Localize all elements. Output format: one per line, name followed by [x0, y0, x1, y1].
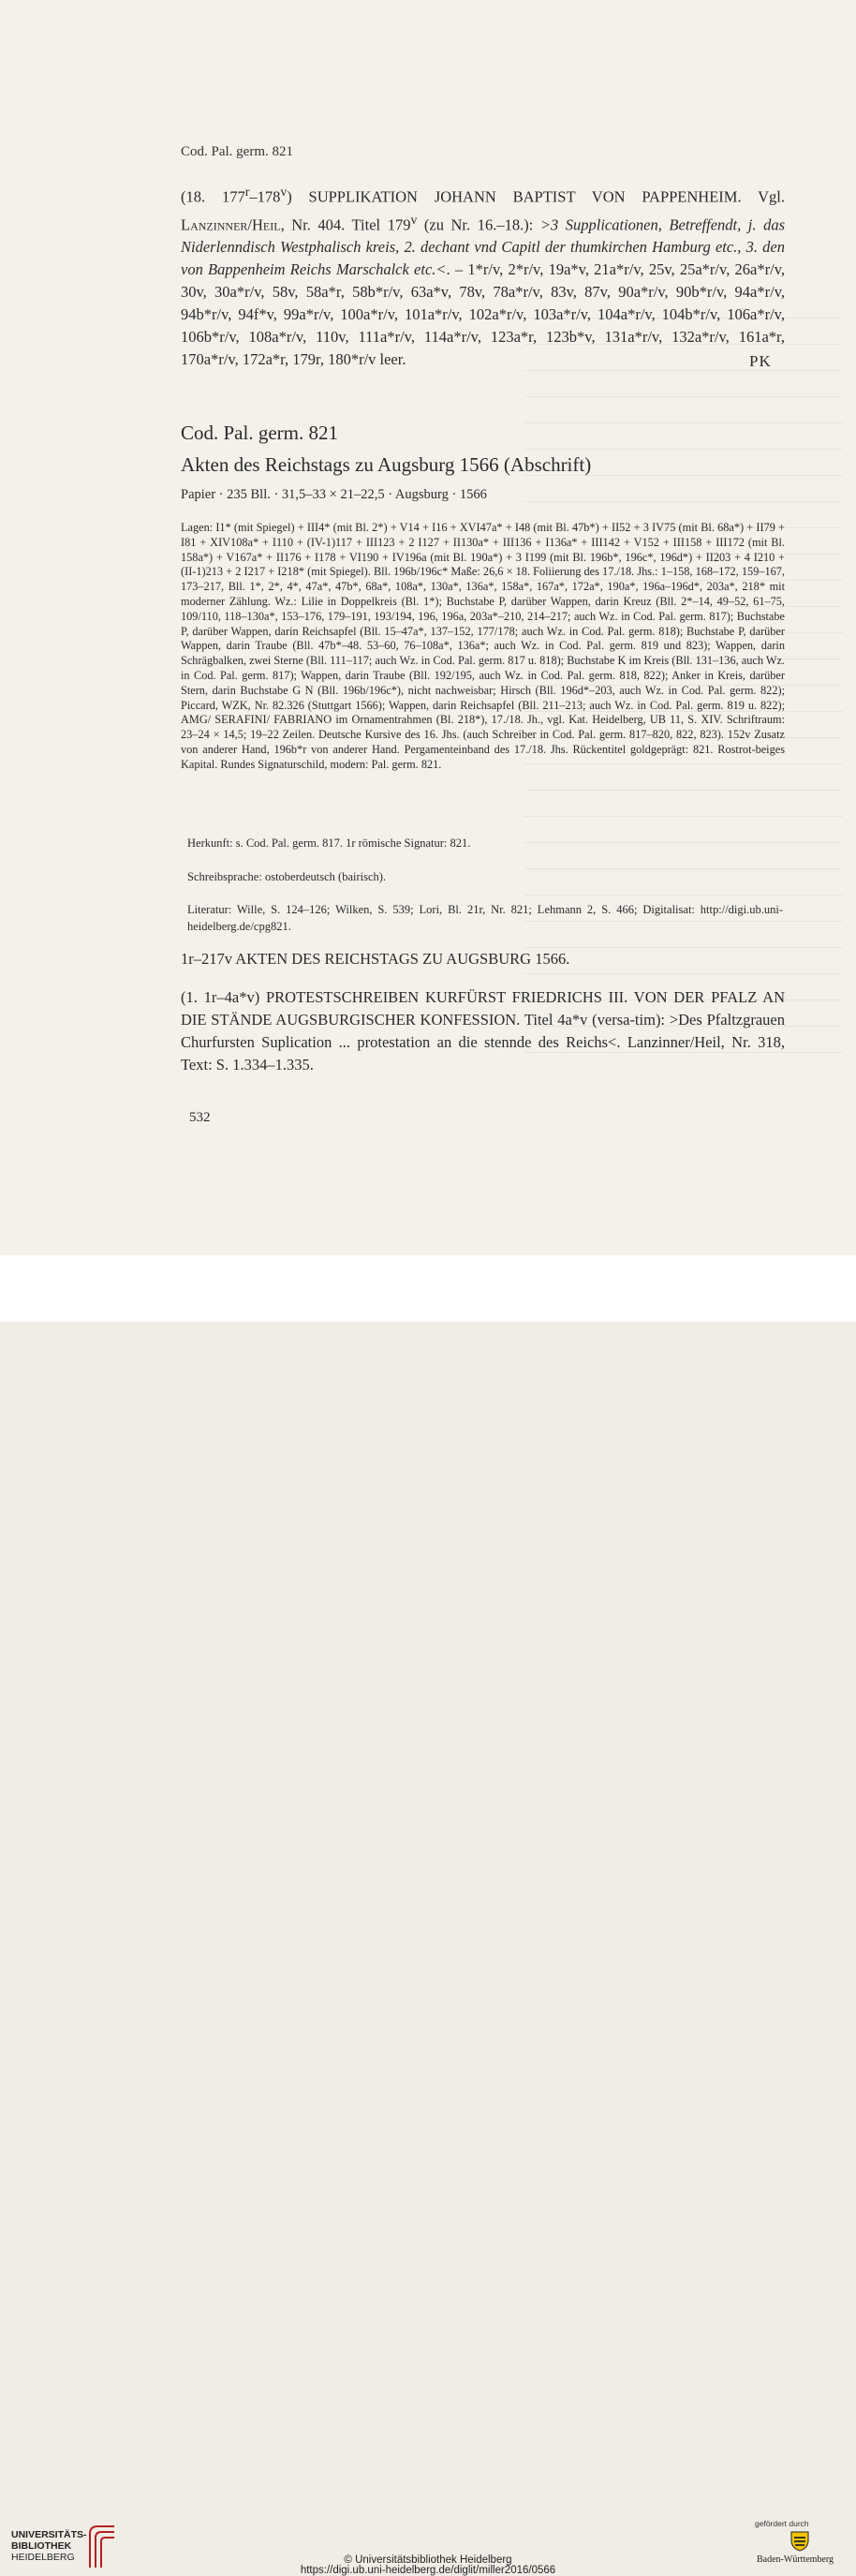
viewer-footer: [0, 1255, 856, 2576]
author-initials: PK: [749, 352, 772, 370]
codicological-description: Lagen: I1* (mit Spiegel) + III4* (mit Bl. 2*) + V14 + I16 + XVI47a* + I48 (mit Bl. 47b*) + II52 + 3 IV75 (mit Bl. 68a*) + II79 + I81 + XIV108a* + I110 + (IV-1)117 + III123 + 2 I127 + II130a* + III136 + I136a* + III142 + V152 + III158 + III172 (mit Bl. 158a*) + V167a* + II176 + I178 + VI190 + IV196a (mit Bl. 190a*) + 3 I199 (mit Bl. 196b*, 196c*, 196d*) + II203 + 4 I210 + (II-1)213 + 2 I217 + I218* (mit Spiegel). Bll. 196b/196c* Maße: 26,6 × 18. Foliierung des 17./18. Jhs.: 1–158, 168–172, 159–167, 173–217, Bll. 1*, 2*, 4*, 47a*, 47b*, 68a*, 108a*, 130a*, 136a*, 158a*, 167a*, 172a*, 190a*, 196a–196d*, 203a*, 218* mit moderner Zählung. Wz.: Lilie in Doppelkreis (Bl. 1*); Buchstabe P, darüber Wappen, darin Kreuz (Bll. 2*–14, 49–52, 61–75, 109/110, 118–130a*, 153–176, 179–191, 193/194, 196, 196a, 203a*–210, 214–217; auch Wz. in Cod. Pal. germ. 817); Buchstabe P, darüber Wappen, darin Reichsapfel (Bll. 15–47a*, 137–152, 177/178; auch Wz. in Cod. Pal. germ. 818); Buchstabe P, darüber Wappen, darin Traube (Bll. 47b*–48. 53–60, 76–108a*, 136a*; auch Wz. in Cod. Pal. germ. 819 und 823); Wappen, darin Schrägbalken, zwei Sterne (Bll. 111–117; auch Wz. in Cod. Pal. germ. 817 u. 818); Buchstabe K im Kreis (Bll. 131–136, auch Wz. in Cod. Pal. germ. 817); Wappen, darin Traube (Bll. 192/195, auch Wz. in Cod. Pal. germ. 818, 822); Anker in Kreis, darüber Stern, darin Buchstabe G N (Bll. 196b/196c*), nicht nachweisbar; Hirsch (Bll. 196d*–203, auch Wz. in Cod. Pal. germ. 822); Piccard, WZK, Nr. 82.326 (Stuttgart 1566); Wappen, darin Reichsapfel (Bll. 211–213; auch Wz. in Cod. Pal. germ. 819 u. 822); AMG/ SERAFINI/ FABRIANO im Ornamentrahmen (Bl. 218*), 17./18. Jh., vgl. Kat. Heidelberg, UB 11, S. XIV. Schriftraum: 23–24 × 14,5; 19–22 Zeilen. Deutsche Kursive des 16. Jhs. (auch Schreiber in Cod. Pal. germ. 817–820, 822, 823). 152v Zusatz von anderer Hand, 196b*r von anderer Hand. Pergamenteinband des 17./18. Jhs. Rückentitel goldgeprägt: 821. Rostrot-beiges Kapital. Rundes Signaturschild, modern: Pal. germ. 821.: [181, 521, 785, 771]
entry-18: (18. 177$^r$–178$^v$) SUPPLIKATION JOHANN BAPTIST VON PAPPENHEIM. Vgl. Lanzinner/Heil, Nr. 404. Titel 179$^v$ (zu Nr. 16.–18.): >3 Supplicationen, Betreffendt, j. das Niderlenndisch Westphalisch kreis, 2. dechant vnd Capitl der thumkirchen Hamburg etc., 3. den von Bappenheim Reichs Marschalck etc.<. – 1*r/v, 2*r/v, 19a*v, 21a*r/v, 25v, 25a*r/v, 26a*r/v, 30v, 30a*r/v, 58v, 58a*r, 58b*r/v, 63a*v, 78v, 78a*r/v, 83v, 87v, 90a*r/v, 90b*r/v, 94a*r/v, 94b*r/v, 94f*v, 99a*r/v, 100a*r/v, 101a*r/v, 102a*r/v, 103a*r/v, 104a*r/v, 104b*r/v, 106a*r/v, 106b*r/v, 108a*r/v, 110v, 111a*r/v, 114a*r/v, 123a*r, 123b*v, 131a*r/v, 132a*r/v, 161a*r, 170a*r/v, 172a*r, 179r, 180*r/v leer.: [181, 185, 785, 368]
copyright-notice: © Universitätsbibliothek Heidelberg: [344, 2554, 512, 2566]
ub-heidelberg-label[interactable]: UNIVERSITÄTS- BIBLIOTHEK HEIDELBERG: [11, 2529, 87, 2563]
herkunft: Herkunft: s. Cod. Pal. germ. 817. 1r römische Signatur: 821.: [187, 836, 471, 850]
section-heading: 1r–217v AKTEN DES REICHSTAGS ZU AUGSBURG 1566.: [181, 950, 570, 968]
book-page: [0, 0, 856, 1255]
physical-description: Papier · 235 Bll. · 31,5–33 × 21–22,5 · Augsburg · 1566: [181, 487, 487, 502]
entry-1: (1. 1r–4a*v) PROTESTSCHREIBEN KURFÜRST FRIEDRICHS III. VON DER PFALZ AN DIE STÄNDE AUGSBURGISCHER KONFESSION. Titel 4a*v (versa-tim): >Des Pfaltzgrauen Churfursten Suplication ... protestation an die stennde des Reichs<. Lanzinner/Heil, Nr. 318, Text: S. 1.334–1.335.: [181, 988, 785, 1073]
permalink[interactable]: https://digi.ub.uni-heidelberg.de/diglit/miller2016/0566: [300, 2565, 556, 2576]
main-title: Akten des Reichstags zu Augsburg 1566 (Abschrift): [181, 453, 592, 476]
codex-title: Cod. Pal. germ. 821: [181, 422, 338, 444]
running-head: Cod. Pal. germ. 821: [181, 144, 293, 159]
baden-wuerttemberg-crest-icon[interactable]: [789, 2529, 811, 2552]
funder-name: Baden-Württemberg: [757, 2554, 834, 2565]
funding-label: gefördert durch: [755, 2519, 809, 2528]
literatur: Literatur: Wille, S. 124–126; Wilken, S. 539; Lori, Bl. 21r, Nr. 821; Lehmann 2, S. 466; Digitalisat: http://digi.ub.uni-heidelberg.de/cpg821.: [187, 903, 783, 933]
schreibsprache: Schreibsprache: ostoberdeutsch (bairisch).: [187, 870, 387, 883]
page-number: 532: [189, 1110, 211, 1125]
